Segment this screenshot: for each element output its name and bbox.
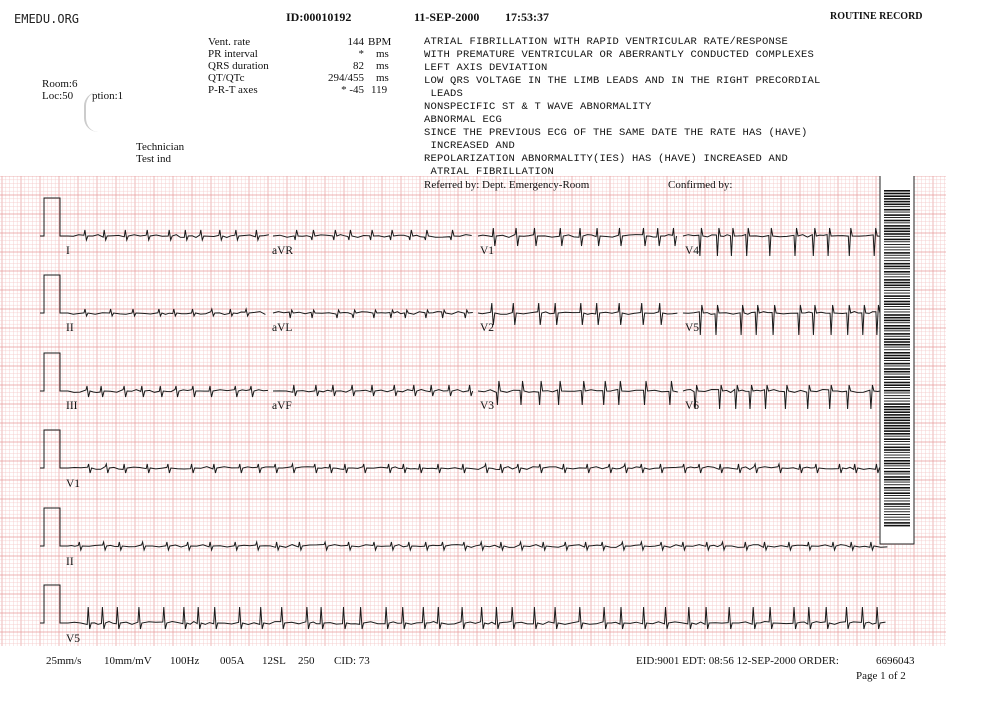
- ecg-trace-segment: [273, 230, 472, 240]
- barcode-bar: [884, 422, 910, 424]
- barcode-bar: [884, 209, 910, 211]
- barcode-bar: [884, 506, 910, 507]
- record-type: ROUTINE RECORD: [830, 11, 923, 22]
- barcode-bar: [884, 341, 910, 343]
- barcode-bar: [884, 287, 910, 288]
- ecg-trace-segment: [478, 303, 677, 325]
- measurement-label: PR interval: [208, 48, 258, 60]
- barcode-bar: [884, 314, 910, 316]
- barcode-bar: [884, 519, 910, 520]
- barcode-bar: [884, 420, 910, 422]
- barcode-bar: [884, 360, 910, 361]
- barcode-bar: [884, 306, 910, 307]
- calibration-pulse: [40, 430, 68, 468]
- barcode-bar: [884, 390, 910, 392]
- interpretation-line: INCREASED AND: [424, 140, 516, 152]
- barcode-bar: [884, 247, 910, 248]
- measurement-row: [208, 84, 398, 96]
- measurement-value: 144: [347, 36, 364, 48]
- barcode-bar: [884, 441, 910, 442]
- barcode-bar: [884, 395, 910, 396]
- barcode-bar: [884, 206, 910, 207]
- footer-order-number: 6696043: [876, 655, 915, 667]
- rhythm-label-V5: V5: [66, 633, 81, 645]
- barcode-bar: [884, 498, 910, 499]
- measurement-value: *: [358, 48, 364, 60]
- ecg-trace-segment: [68, 542, 887, 550]
- barcode-bar: [884, 241, 910, 242]
- barcode-bar: [884, 201, 910, 203]
- barcode-bar: [884, 244, 910, 245]
- ecg-traces: [40, 198, 887, 629]
- barcode-bar: [884, 447, 910, 449]
- interpretation-line: LOW QRS VOLTAGE IN THE LIMB LEADS AND IN THE RIGHT PRECORDIAL: [424, 75, 821, 87]
- barcode-bar: [884, 474, 910, 475]
- footer-code1: 005A: [220, 655, 245, 667]
- measurement-label: QT/QTc: [208, 72, 245, 84]
- barcode-bar: [884, 406, 910, 408]
- measurement-row: [208, 72, 398, 84]
- measurement-unit: ms: [376, 72, 389, 84]
- barcode-bar: [884, 382, 910, 384]
- barcode-bar: [884, 444, 910, 445]
- interpretation-line: REPOLARIZATION ABNORMALITY(IES) HAS (HAVE) INCREASED AND: [424, 153, 789, 165]
- patient-loc: Loc:50: [42, 90, 74, 102]
- patient-option: ption:1: [92, 90, 124, 102]
- measurements-block: [208, 36, 398, 96]
- interpretation-block: [424, 36, 821, 174]
- measurement-row: [208, 60, 398, 72]
- barcode-bar: [884, 355, 910, 357]
- lead-label-V4: V4: [685, 245, 700, 257]
- barcode-bar: [884, 393, 910, 394]
- barcode-bar: [884, 214, 910, 216]
- lead-label-III: III: [66, 400, 78, 412]
- barcode-bar: [884, 274, 910, 275]
- interpretation-line: ATRIAL FIBRILLATION WITH RAPID VENTRICULAR RATE/RESPONSE: [424, 36, 789, 48]
- footer-cid: CID: 73: [334, 655, 370, 667]
- measurement-value: 294/455: [327, 72, 364, 84]
- barcode-bar: [884, 258, 910, 259]
- barcode-bar: [884, 401, 910, 402]
- barcode-bar: [884, 298, 910, 299]
- barcode-bar: [884, 198, 910, 200]
- barcode-bar: [884, 303, 910, 305]
- barcode-bar: [884, 374, 910, 375]
- barcode-bar: [884, 333, 910, 335]
- barcode-bar: [884, 344, 910, 346]
- barcode-bar: [884, 322, 910, 323]
- barcode-bar: [884, 193, 910, 195]
- barcode-bar: [884, 357, 910, 359]
- barcode-bar: [884, 460, 910, 462]
- barcode-bar: [884, 336, 910, 337]
- barcode-bar: [884, 352, 910, 354]
- interpretation-line: LEADS: [424, 88, 464, 100]
- lead-label-V1: V1: [480, 245, 495, 257]
- measurement-unit: 119: [371, 84, 388, 96]
- barcode-bar: [884, 455, 910, 456]
- barcode-bar: [884, 479, 910, 481]
- barcode-bar: [884, 276, 910, 277]
- ecg-trace-segment: [68, 309, 265, 316]
- barcode-bar: [884, 509, 910, 510]
- barcode-bar: [884, 490, 910, 491]
- lead-label-aVF: aVF: [272, 400, 292, 412]
- barcode-bar: [884, 293, 910, 294]
- barcode-bar: [884, 436, 910, 437]
- barcode-bar: [884, 438, 910, 440]
- barcode-bar: [884, 260, 910, 261]
- barcode-bar: [884, 409, 910, 411]
- barcode-bar: [884, 492, 910, 494]
- barcode-bar: [884, 204, 910, 206]
- ecg-trace-segment: [683, 305, 884, 335]
- interpretation-line: NONSPECIFIC ST & T WAVE ABNORMALITY: [424, 101, 652, 113]
- measurement-value: 82: [353, 60, 364, 72]
- barcode-bar: [884, 522, 910, 524]
- referred-by: Referred by: Dept. Emergency-Room: [424, 179, 590, 191]
- ecg-grid: [0, 176, 946, 646]
- barcode-bar: [884, 349, 910, 350]
- technician-label: Technician: [136, 141, 185, 153]
- footer-code3: 250: [298, 655, 315, 667]
- calibration-pulse: [40, 585, 68, 623]
- barcode-bar: [884, 290, 910, 291]
- ecg-trace-segment: [68, 230, 269, 240]
- barcode-bar: [884, 452, 910, 453]
- barcode-bar: [884, 514, 910, 515]
- interpretation-line: WITH PREMATURE VENTRICULAR OR ABERRANTLY CONDUCTED COMPLEXES: [424, 49, 815, 61]
- barcode-bar: [884, 517, 910, 518]
- ecg-trace-segment: [68, 386, 268, 397]
- barcode-bar: [884, 317, 910, 319]
- barcode-bar: [884, 233, 910, 235]
- barcode-bar: [884, 285, 910, 287]
- barcode-bar: [884, 484, 910, 485]
- ecg-grid-lines: [0, 176, 946, 646]
- lead-label-V6: V6: [685, 400, 700, 412]
- barcode-bar: [884, 379, 910, 380]
- interpretation-line: ATRIAL FIBRILLATION: [424, 166, 555, 174]
- barcode-bar: [884, 239, 910, 241]
- barcode-bar: [884, 463, 910, 465]
- barcode-bar: [884, 368, 910, 370]
- barcode-bar: [884, 228, 910, 230]
- barcode-bar: [884, 376, 910, 378]
- measurement-label: P-R-T axes: [208, 84, 258, 96]
- barcode-bar: [884, 295, 910, 297]
- barcode-bar: [884, 366, 910, 367]
- barcode-bar: [884, 320, 910, 322]
- barcode-bar: [884, 387, 910, 388]
- calibration-pulse: [40, 198, 68, 236]
- barcode-bar: [884, 425, 910, 427]
- barcode-bar: [884, 268, 910, 269]
- barcode-bar: [884, 433, 910, 435]
- barcode-bar: [884, 225, 910, 227]
- barcode-bar: [884, 222, 910, 223]
- ecg-trace-segment: [478, 228, 677, 246]
- barcode-bar: [884, 212, 910, 213]
- barcode-bar: [884, 449, 910, 451]
- barcode-bar: [884, 476, 910, 478]
- barcode-bar: [884, 495, 910, 496]
- barcode-bar: [884, 231, 910, 233]
- record-id: ID:00010192: [286, 10, 352, 24]
- record-date: 11-SEP-2000: [414, 10, 480, 24]
- barcode-bar: [884, 263, 910, 265]
- footer-page: Page 1 of 2: [856, 670, 906, 682]
- measurement-row: [208, 36, 398, 48]
- barcode-bar: [884, 487, 910, 489]
- interpretation-line: ABNORMAL ECG: [424, 114, 503, 126]
- barcode-bar: [884, 249, 910, 250]
- barcode-bar: [884, 417, 910, 419]
- barcode-bar: [884, 236, 910, 237]
- barcode-bar: [884, 465, 910, 466]
- rhythm-label-II: II: [66, 556, 74, 568]
- barcode-bar: [884, 339, 910, 341]
- measurement-label: Vent. rate: [208, 36, 251, 48]
- patient-room: Room:6: [42, 78, 78, 90]
- barcode-bar: [884, 325, 910, 327]
- barcode-bar: [884, 503, 910, 505]
- barcode-bar: [884, 384, 910, 386]
- record-time: 17:53:37: [505, 10, 549, 24]
- barcode-bar: [884, 457, 910, 458]
- barcode: [880, 176, 914, 544]
- measurement-value: * -45: [341, 84, 364, 96]
- barcode-bar: [884, 501, 910, 502]
- watermark-text: EMEDU.ORG: [14, 12, 80, 26]
- barcode-bar: [884, 266, 910, 268]
- barcode-bar: [884, 525, 910, 527]
- footer-gain: 10mm/mV: [104, 655, 152, 667]
- barcode-bar: [884, 371, 910, 373]
- measurement-label: QRS duration: [208, 60, 269, 72]
- lead-label-V2: V2: [480, 322, 495, 334]
- barcode-bar: [884, 217, 910, 218]
- barcode-bar: [884, 414, 910, 416]
- barcode-bar: [884, 312, 910, 313]
- barcode-bar: [884, 328, 910, 330]
- barcode-bar: [884, 430, 910, 432]
- barcode-bar: [884, 220, 910, 222]
- barcode-bar: [884, 190, 910, 192]
- barcode-bar: [884, 468, 910, 469]
- barcode-bar: [884, 279, 910, 281]
- barcode-bar: [884, 471, 910, 473]
- barcode-bar: [884, 252, 910, 254]
- barcode-bar: [884, 411, 910, 413]
- barcode-bar: [884, 255, 910, 256]
- confirmed-by: Confirmed by:: [668, 179, 733, 191]
- barcode-bar: [884, 330, 910, 331]
- lead-label-aVR: aVR: [272, 245, 294, 257]
- lead-label-I: I: [66, 245, 70, 257]
- lead-label-V3: V3: [480, 400, 495, 412]
- barcode-bar: [884, 271, 910, 273]
- lead-label-II: II: [66, 322, 74, 334]
- barcode-bar: [884, 301, 910, 303]
- calibration-pulse: [40, 508, 68, 546]
- interpretation-line: SINCE THE PREVIOUS ECG OF THE SAME DATE THE RATE HAS (HAVE): [424, 127, 808, 139]
- barcode-bar: [884, 282, 910, 284]
- barcode-bar: [884, 403, 910, 405]
- rhythm-label-V1: V1: [66, 478, 81, 490]
- barcode-bar: [884, 195, 910, 197]
- barcode-bar: [884, 482, 910, 483]
- barcode-bar: [884, 511, 910, 512]
- barcode-bar: [884, 309, 910, 310]
- footer-filter: 100Hz: [170, 655, 200, 667]
- footer-code2: 12SL: [262, 655, 286, 667]
- measurement-unit: ms: [376, 60, 389, 72]
- measurement-unit: ms: [376, 48, 389, 60]
- footer-eid-line: EID:9001 EDT: 08:56 12-SEP-2000 ORDER:: [636, 655, 839, 667]
- lead-label-V5: V5: [685, 322, 700, 334]
- interpretation-line: LEFT AXIS DEVIATION: [424, 62, 548, 74]
- lead-label-aVL: aVL: [272, 322, 293, 334]
- barcode-bar: [884, 398, 910, 399]
- measurement-row: [208, 48, 398, 60]
- footer-speed: 25mm/s: [46, 655, 82, 667]
- test-ind-label: Test ind: [136, 153, 171, 165]
- measurement-unit: BPM: [368, 36, 392, 48]
- barcode-bar: [884, 363, 910, 365]
- barcode-bar: [884, 428, 910, 430]
- barcode-bar: [884, 347, 910, 348]
- bracket-mark: [84, 92, 104, 132]
